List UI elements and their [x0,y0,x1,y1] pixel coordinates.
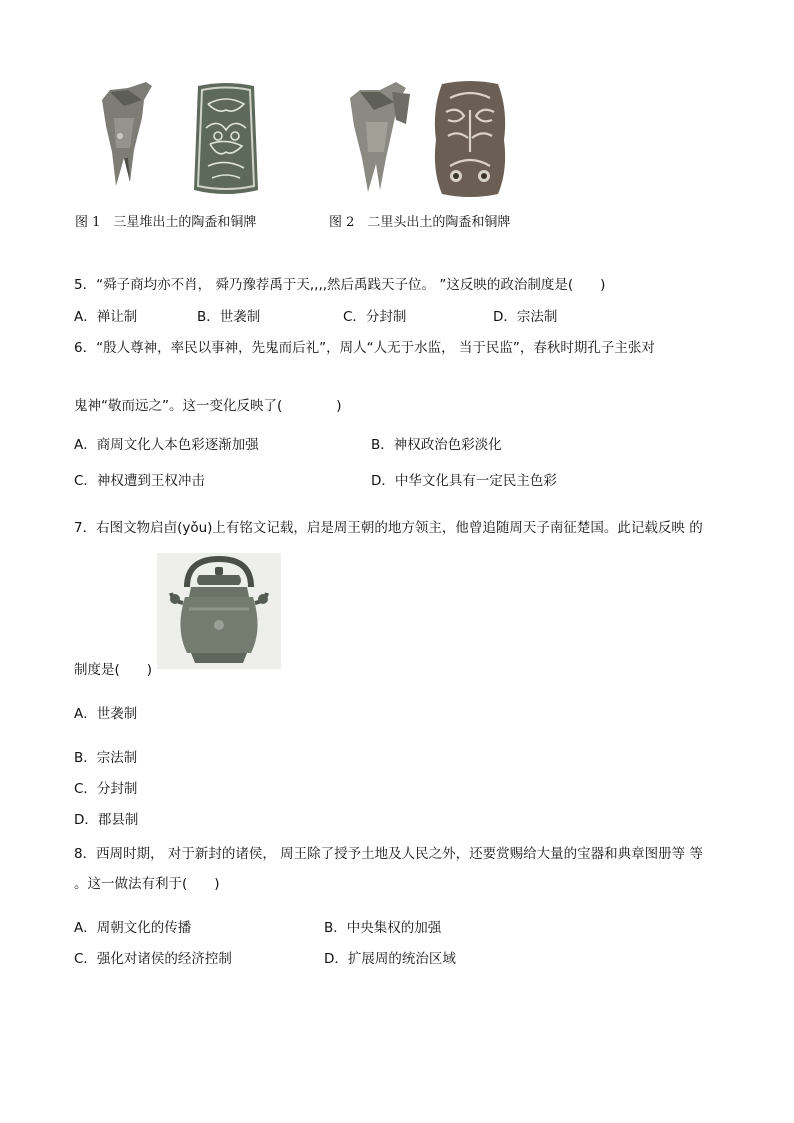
q8-stem-line2: 。这一做法有利于( ) [74,876,220,892]
sanxingdui-pottery-he-image [94,78,164,198]
q7-stem-line1: 7．右图文物启卣(yǒu)上有铭文记载，启是周王朝的地方领主，他曾追随周天子南征楚国。此记载反映 的 [74,520,703,536]
q7-option-a: A．世袭制 [74,706,138,722]
q6-option-a: A．商周文化人本色彩逐渐加强 [74,437,259,453]
q6-option-d: D．中华文化具有一定民主色彩 [371,473,557,489]
erlitou-bronze-plaque-image [428,80,512,198]
q5-option-a: A．禅让制 [74,309,138,325]
q6-option-b: B．神权政治色彩淡化 [371,437,502,453]
q8-option-b: B．中央集权的加强 [324,920,442,936]
figure-2-caption: 图 2 二里头出土的陶盉和铜牌 [329,215,511,230]
q7-option-d: D．郡县制 [74,812,139,828]
figure-1-caption: 图 1 三星堆出土的陶盉和铜牌 [75,215,257,230]
q8-option-d: D．扩展周的统治区域 [324,951,456,967]
erlitou-pottery-he-image [340,80,416,198]
q5-option-b: B．世袭制 [197,309,261,325]
q8-stem-line1: 8．西周时期， 对于新封的诸侯， 周王除了授予土地及人民之外，还要赏赐给大量的宝器和典章图册等 等 [74,846,703,862]
q6-stem-line1: 6．“殷人尊神，率民以事神，先鬼而后礼”，周人“人无于水监， 当于民监”，春秋时期孔子主张对 [74,340,655,356]
sanxingdui-bronze-plaque-image [188,80,264,198]
q6-option-c: C．神权遭到王权冲击 [74,473,205,489]
qi-you-bronze-vessel-image [157,553,281,669]
q8-option-c: C．强化对诸侯的经济控制 [74,951,232,967]
q5-option-d: D．宗法制 [493,309,558,325]
q8-option-a: A．周朝文化的传播 [74,920,192,936]
q6-stem-line2: 鬼神“敬而远之”。这一变化反映了( ) [74,398,342,414]
q7-option-c: C．分封制 [74,781,138,797]
q7-stem-line2: 制度是( ) [74,662,153,678]
q5-stem: 5．“舜子商均亦不肖， 舜乃豫荐禹于天,,,,然后禹践天子位。 ”这反映的政治制度是( ) [74,277,606,293]
q7-option-b: B．宗法制 [74,750,138,766]
q5-option-c: C．分封制 [343,309,407,325]
